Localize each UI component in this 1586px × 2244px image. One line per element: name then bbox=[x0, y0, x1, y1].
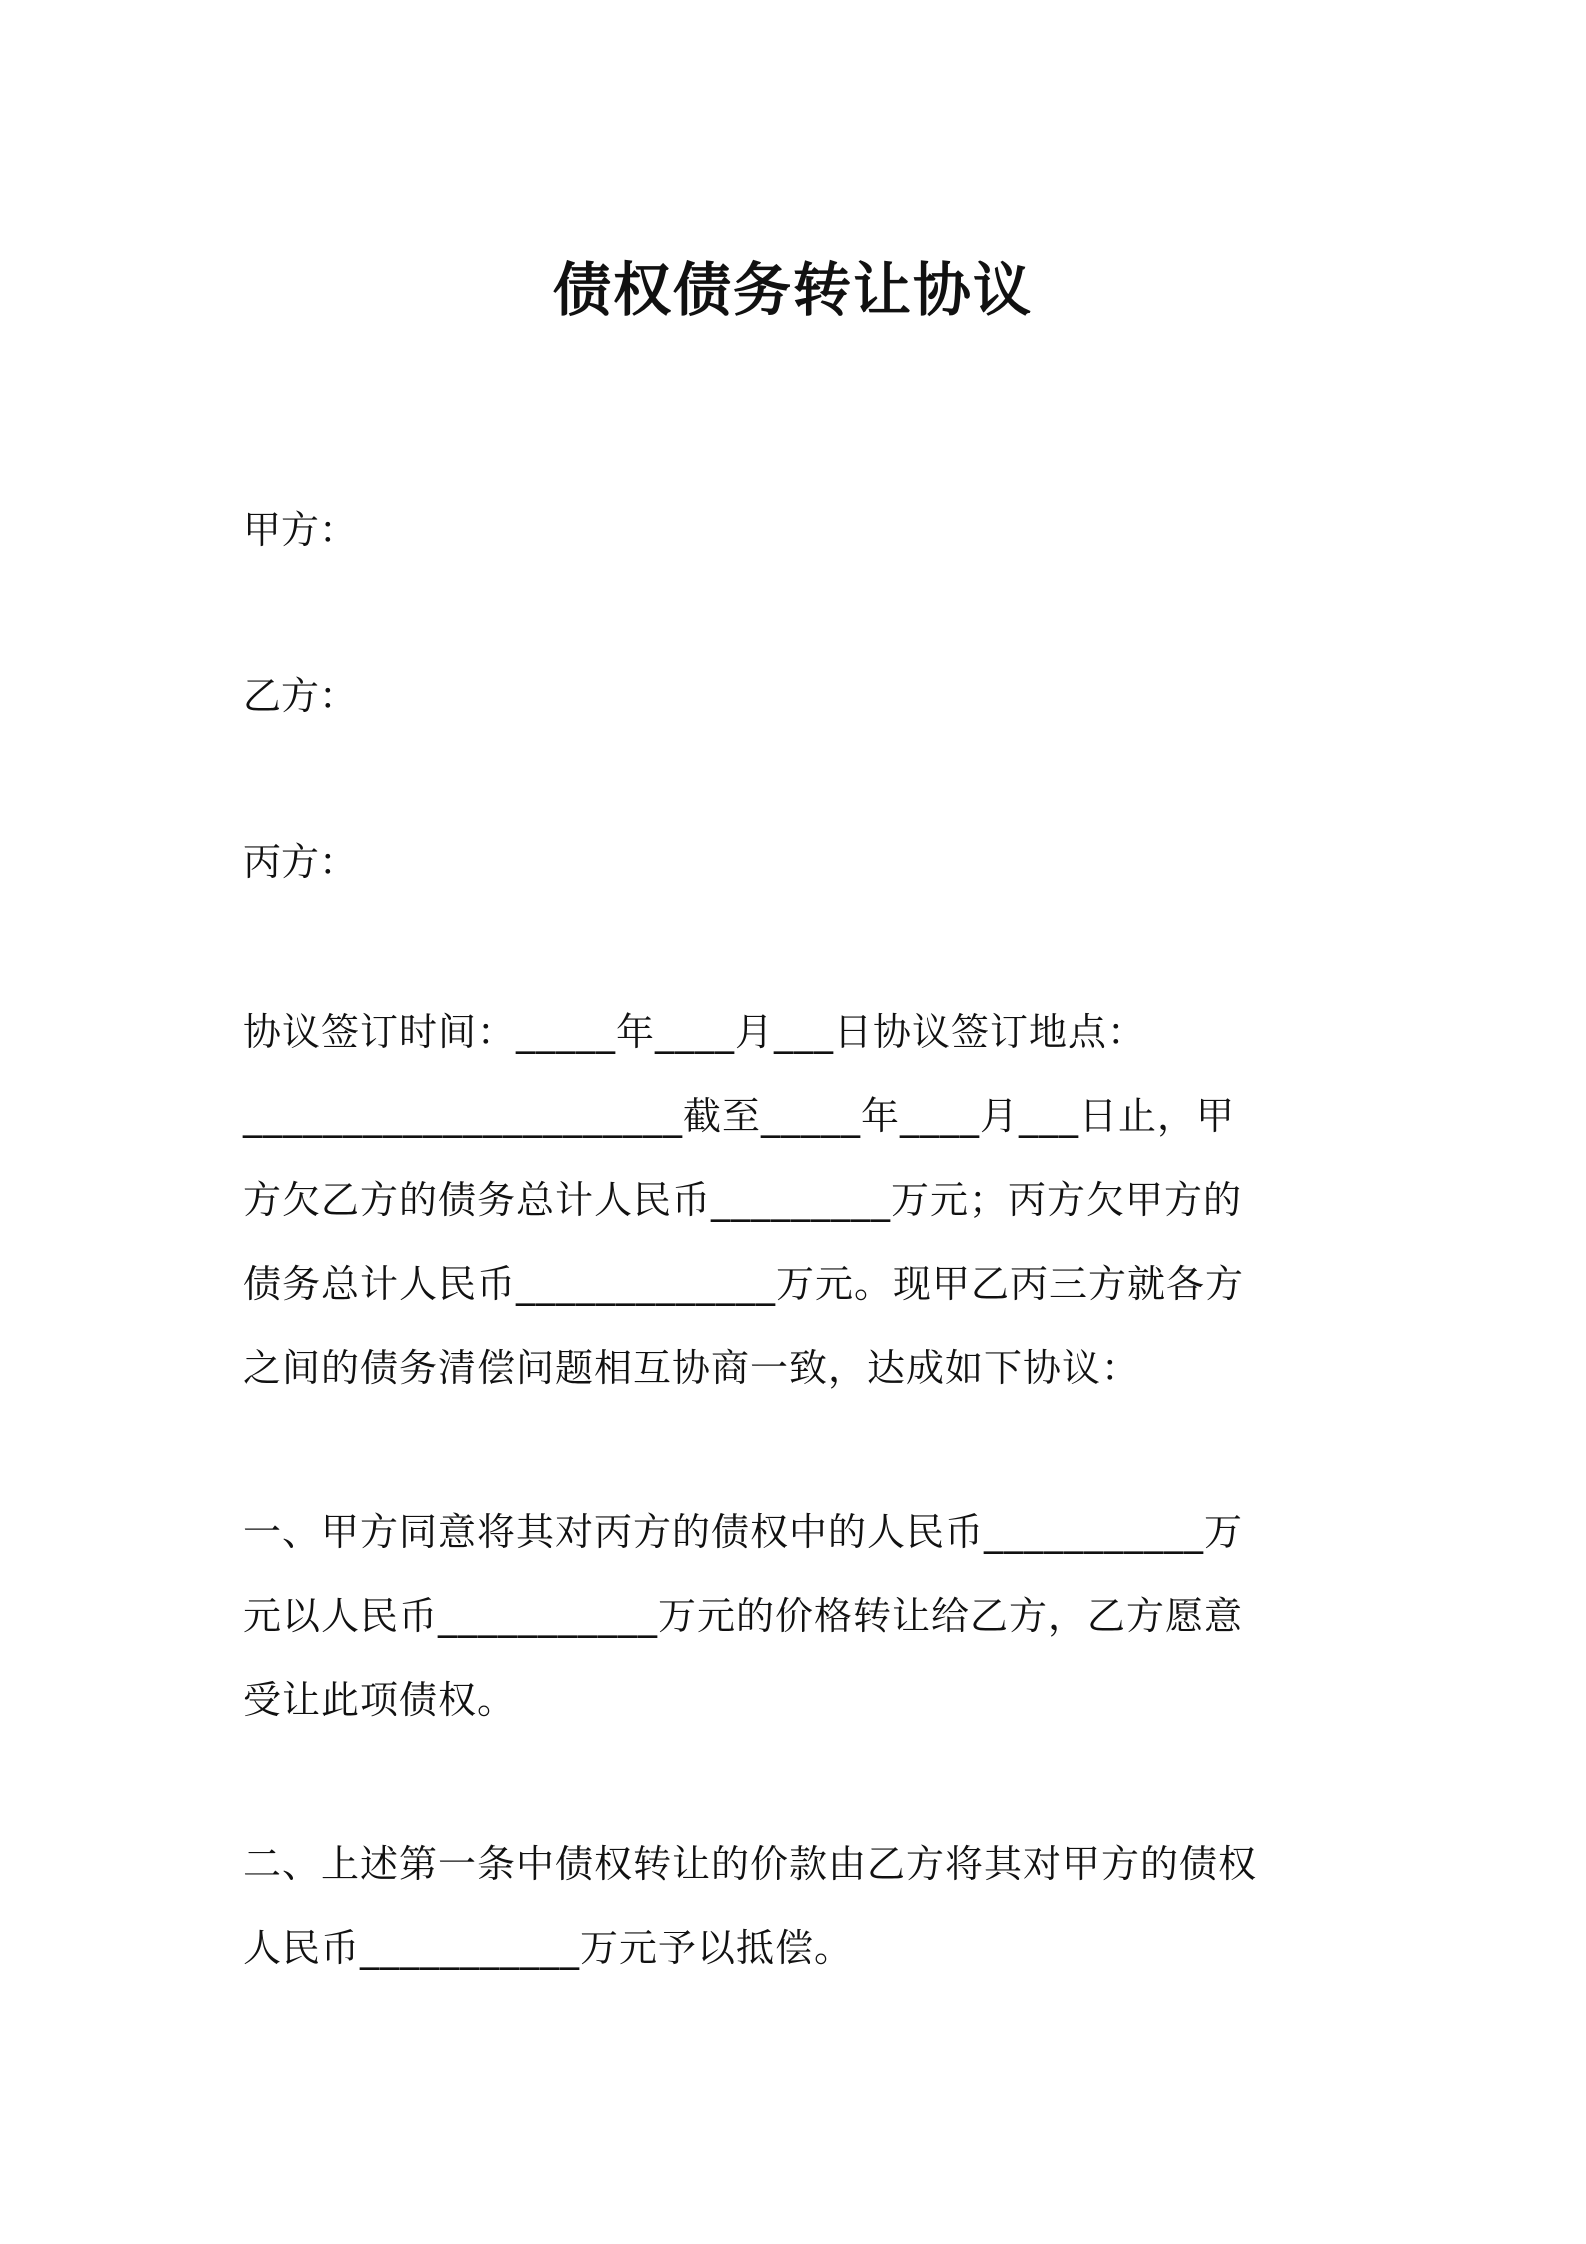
intro-line: 债务总计人民币_____________万元。现甲乙丙三方就各方 bbox=[243, 1262, 1245, 1306]
intro-line: 之间的债务清偿问题相互协商一致，达成如下协议： bbox=[243, 1346, 1141, 1390]
clause-1-line: 受让此项债权。 bbox=[243, 1678, 517, 1722]
clause-1-line: 元以人民币___________万元的价格转让给乙方，乙方愿意 bbox=[243, 1594, 1244, 1638]
clause-2-paragraph bbox=[243, 1822, 1358, 1990]
party-c-label: 丙方： bbox=[243, 840, 358, 884]
clause-1-paragraph bbox=[243, 1490, 1358, 1742]
document-title: 债权债务转让协议 bbox=[552, 256, 1033, 324]
clause-1-line: 一、甲方同意将其对丙方的债权中的人民币___________万 bbox=[243, 1510, 1244, 1554]
clause-2-line: 二、上述第一条中债权转让的价款由乙方将其对甲方的债权 bbox=[243, 1842, 1258, 1886]
intro-line: 方欠乙方的债务总计人民币_________万元；丙方欠甲方的 bbox=[243, 1178, 1243, 1222]
party-a-label: 甲方： bbox=[243, 508, 358, 552]
agreement-intro-paragraph bbox=[243, 990, 1358, 1410]
party-b-label: 乙方： bbox=[243, 674, 358, 718]
intro-line: ______________________截至_____年____月___日止，甲 bbox=[243, 1094, 1236, 1138]
intro-line: 协议签订时间：_____年____月___日协议签订地点： bbox=[243, 1010, 1147, 1054]
clause-2-line: 人民币___________万元予以抵偿。 bbox=[243, 1926, 854, 1970]
